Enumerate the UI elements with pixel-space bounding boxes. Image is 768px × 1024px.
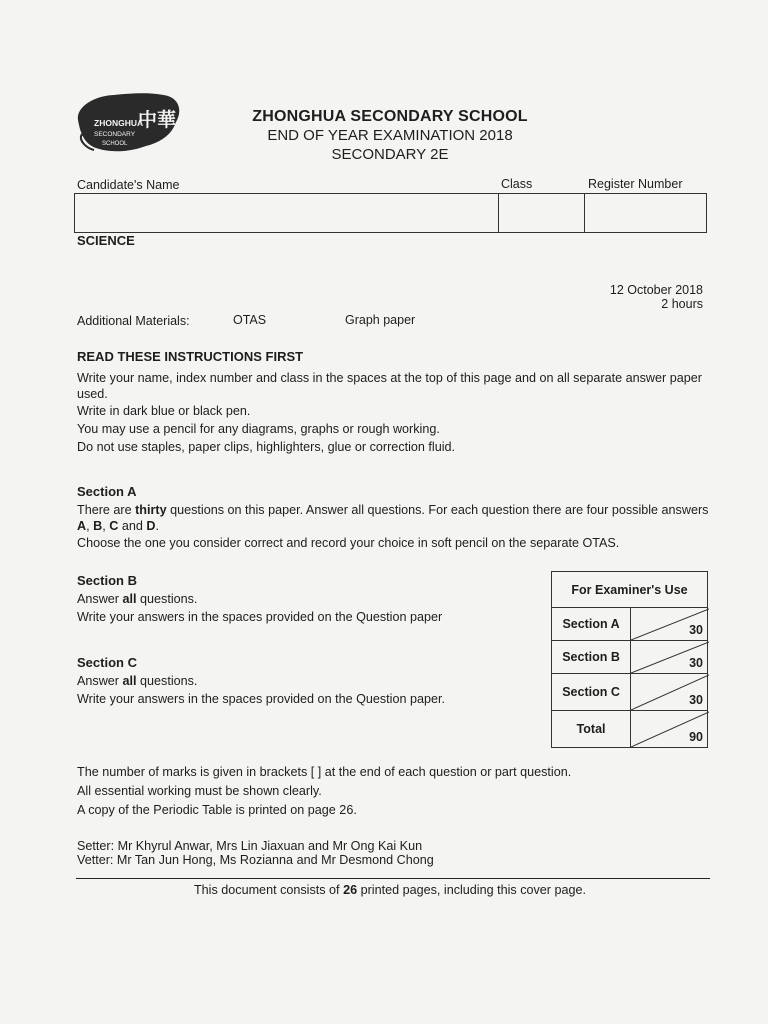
vetter-line: Vetter: Mr Tan Jun Hong, Ms Rozianna and Mr Desmond Chong (77, 853, 434, 867)
logo-line3: SCHOOL (102, 141, 128, 147)
material-otas: OTAS (233, 313, 267, 327)
logo-line2: SECONDARY (94, 131, 136, 138)
table-row (552, 711, 708, 748)
instruction-line-4: Do not use staples, paper clips, highlighters, glue or correction fluid. (77, 440, 456, 454)
instructions-heading: READ THESE INSTRUCTIONS FIRST (77, 349, 304, 364)
school-name: ZHONGHUA SECONDARY SCHOOL (252, 108, 528, 125)
logo-line1: ZHONGHUA (94, 118, 144, 128)
section-a-line-2: Choose the one you consider correct and record your choice in soft pencil on the separate OTAS. (77, 536, 620, 550)
section-b-heading: Section B (77, 573, 137, 588)
setter-line: Setter: Mr Khyrul Anwar, Mrs Lin Jiaxuan and Mr Ong Kai Kun (77, 839, 423, 853)
table-row (552, 641, 708, 674)
register-number-label: Register Number (588, 177, 683, 191)
candidate-name-field[interactable] (74, 193, 499, 233)
instruction-line-1: Write your name, index number and class in the spaces at the top of this page and on all separate answer paper used. (77, 371, 702, 401)
section-a-heading: Section A (77, 484, 137, 499)
exam-title: END OF YEAR EXAMINATION 2018 (267, 127, 513, 144)
class-field[interactable] (497, 193, 585, 233)
section-a-line-1: There are thirty questions on this paper. Answer all questions. For each question there are four possible answers A, B, C and D. (77, 503, 709, 533)
row-label: Section B (552, 641, 631, 674)
mark-cell[interactable] (631, 641, 708, 674)
notes-line-1: The number of marks is given in brackets [ ] at the end of each question or part question. (77, 765, 572, 779)
table-row (552, 674, 708, 711)
level-title: SECONDARY 2E (331, 146, 449, 163)
section-c-heading: Section C (77, 655, 137, 670)
row-label: Total (552, 711, 631, 748)
table-row (552, 608, 708, 641)
register-number-field[interactable] (584, 193, 707, 233)
row-label: Section A (552, 608, 631, 641)
max-mark: 30 (689, 656, 703, 670)
max-mark: 30 (689, 693, 703, 707)
footer-divider (76, 878, 710, 879)
candidate-name-label: Candidate's Name (77, 178, 180, 192)
mark-cell[interactable] (631, 674, 708, 711)
mark-cell[interactable] (631, 608, 708, 641)
row-label: Section C (552, 674, 631, 711)
section-b-line-1: Answer all questions. (77, 592, 198, 606)
examiner-use-table (551, 571, 708, 748)
material-graph-paper: Graph paper (345, 313, 416, 327)
exam-date: 12 October 2018 (609, 283, 703, 297)
mark-cell[interactable] (631, 711, 708, 748)
class-label: Class (501, 177, 533, 191)
section-b-line-2: Write your answers in the spaces provided on the Question paper (77, 610, 443, 624)
instruction-line-3: You may use a pencil for any diagrams, graphs or rough working. (77, 422, 440, 436)
max-mark: 30 (689, 623, 703, 637)
notes-line-3: A copy of the Periodic Table is printed on page 26. (77, 803, 357, 817)
examiner-table-title: For Examiner's Use (552, 572, 708, 608)
subject-title: SCIENCE (77, 233, 135, 248)
section-c-line-2: Write your answers in the spaces provided on the Question paper. (77, 692, 445, 706)
instruction-line-2: Write in dark blue or black pen. (77, 404, 251, 418)
exam-duration: 2 hours (661, 297, 703, 311)
materials-label: Additional Materials: (77, 314, 190, 328)
notes-line-2: All essential working must be shown clearly. (77, 784, 322, 798)
footer-note: This document consists of 26 printed pages, including this cover page. (193, 883, 587, 897)
max-mark: 90 (689, 730, 703, 744)
section-c-line-1: Answer all questions. (77, 674, 198, 688)
school-logo (72, 90, 184, 156)
logo-glyph: 中華 (138, 109, 177, 131)
